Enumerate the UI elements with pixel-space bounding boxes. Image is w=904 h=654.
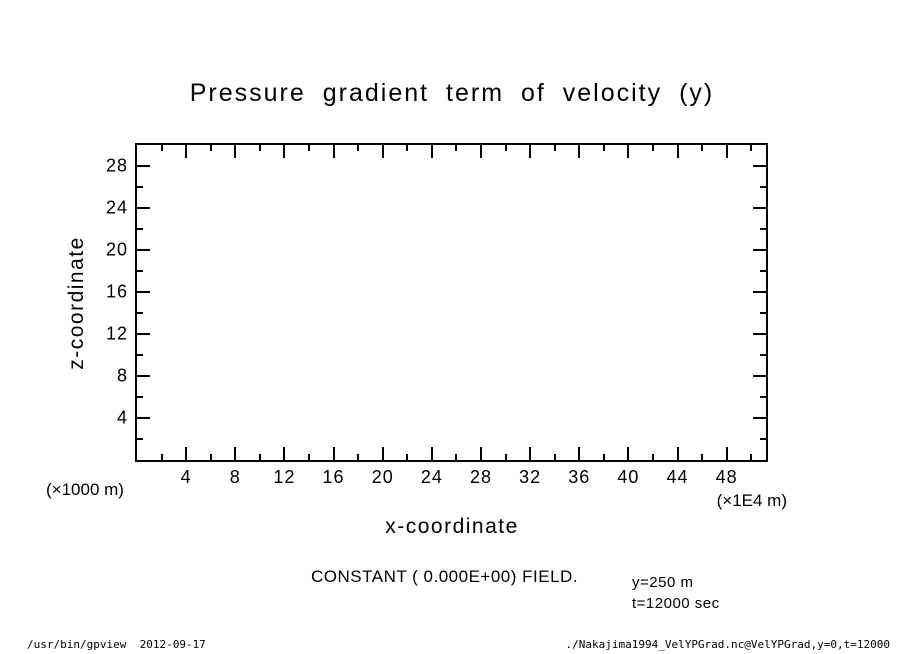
y-axis-tick: [137, 249, 150, 251]
x-axis-label: x-coordinate: [385, 515, 519, 538]
x-axis-tick: [333, 447, 335, 460]
x-axis-tick: [406, 145, 408, 151]
y-axis-tick: [760, 354, 766, 356]
x-axis-tick: [652, 454, 654, 460]
x-axis-tick: [652, 145, 654, 151]
x-axis-tick: [210, 454, 212, 460]
y-axis-tick: [137, 207, 150, 209]
x-tick-label: 40: [617, 467, 640, 487]
y-tick-label: 24: [105, 197, 128, 218]
x-axis-tick: [283, 447, 285, 460]
y-tick-label: 4: [116, 407, 128, 428]
x-axis-tick: [505, 454, 507, 460]
x-axis-tick: [185, 447, 187, 460]
x-axis-tick: [554, 454, 556, 460]
x-axis-tick: [529, 145, 531, 158]
x-axis-tick: [480, 145, 482, 158]
x-axis-unit-label: (×1E4 m): [716, 491, 787, 510]
y-axis-tick: [753, 417, 766, 419]
y-tick-label: 8: [116, 365, 128, 386]
x-axis-tick: [234, 145, 236, 158]
y-axis-tick: [137, 228, 143, 230]
x-axis-tick: [505, 145, 507, 151]
x-axis-tick: [578, 145, 580, 158]
plot-title: Pressure gradient term of velocity (y): [189, 79, 715, 107]
tick-layer: [137, 145, 766, 460]
y-axis-tick: [137, 270, 143, 272]
x-axis-tick: [357, 145, 359, 151]
y-axis-tick: [137, 354, 143, 356]
x-axis-tick: [529, 447, 531, 460]
x-tick-label: 8: [229, 467, 241, 487]
x-tick-label: 36: [568, 467, 591, 487]
x-axis-tick: [161, 145, 163, 151]
y-axis-tick: [137, 186, 143, 188]
x-axis-tick: [480, 447, 482, 460]
y-tick-label: 28: [105, 155, 128, 176]
x-tick-label: 44: [666, 467, 689, 487]
x-axis-tick: [603, 145, 605, 151]
x-axis-tick: [677, 145, 679, 158]
x-axis-tick: [726, 447, 728, 460]
footer-command-line: /usr/bin/gpview 2012-09-17: [27, 638, 206, 651]
y-tick-label: 12: [105, 323, 128, 344]
x-axis-tick: [333, 145, 335, 158]
x-axis-tick: [234, 447, 236, 460]
x-axis-tick: [382, 145, 384, 158]
y-axis-tick: [753, 375, 766, 377]
y-tick-labels: [88, 145, 128, 460]
y-axis-tick: [137, 375, 150, 377]
x-axis-tick: [357, 454, 359, 460]
plot-frame: [135, 143, 768, 462]
y-axis-tick: [753, 207, 766, 209]
x-axis-tick: [677, 447, 679, 460]
y-axis-tick: [760, 228, 766, 230]
x-axis-tick: [161, 454, 163, 460]
x-axis-tick: [406, 454, 408, 460]
x-tick-label: 16: [322, 467, 345, 487]
x-axis-tick: [627, 145, 629, 158]
y-axis-tick: [137, 333, 150, 335]
x-axis-tick: [627, 447, 629, 460]
time-annotation: t=12000 sec: [632, 595, 720, 612]
x-axis-tick: [308, 145, 310, 151]
x-tick-label: 24: [420, 467, 443, 487]
x-axis-tick: [750, 454, 752, 460]
x-axis-tick: [701, 145, 703, 151]
y-axis-tick: [760, 438, 766, 440]
x-tick-label: 12: [273, 467, 296, 487]
x-axis-tick: [431, 145, 433, 158]
x-axis-tick: [578, 447, 580, 460]
x-tick-label: 48: [715, 467, 738, 487]
x-axis-tick: [259, 145, 261, 151]
y-tick-label: 16: [105, 281, 128, 302]
x-tick-label: 4: [180, 467, 192, 487]
y-axis-unit-label: (×1000 m): [46, 480, 124, 499]
x-axis-tick: [283, 145, 285, 158]
x-axis-tick: [554, 145, 556, 151]
y-axis-tick: [760, 396, 766, 398]
y-axis-tick: [137, 165, 150, 167]
y-axis-tick: [753, 291, 766, 293]
x-axis-tick: [603, 454, 605, 460]
x-tick-label: 20: [371, 467, 394, 487]
x-axis-tick: [210, 145, 212, 151]
y-axis-tick: [753, 333, 766, 335]
footer-data-source: ./Nakajima1994_VelYPGrad.nc@VelYPGrad,y=0,t=12000: [565, 638, 890, 651]
y-slice-annotation: y=250 m: [632, 574, 694, 591]
y-tick-label: 20: [105, 239, 128, 260]
y-axis-tick: [137, 312, 143, 314]
x-axis-tick: [308, 454, 310, 460]
y-axis-tick: [137, 417, 150, 419]
x-tick-labels: [137, 467, 766, 489]
y-axis-tick: [137, 291, 150, 293]
y-axis-label: z-coordinate: [65, 236, 88, 370]
y-axis-tick: [137, 396, 143, 398]
x-axis-tick: [455, 145, 457, 151]
x-axis-tick: [455, 454, 457, 460]
y-axis-tick: [760, 270, 766, 272]
y-axis-tick: [137, 438, 143, 440]
x-tick-label: 32: [519, 467, 542, 487]
x-axis-tick: [382, 447, 384, 460]
x-axis-tick: [431, 447, 433, 460]
x-axis-tick: [750, 145, 752, 151]
x-axis-tick: [726, 145, 728, 158]
y-axis-tick: [753, 165, 766, 167]
y-axis-tick: [753, 249, 766, 251]
x-axis-tick: [701, 454, 703, 460]
x-axis-tick: [185, 145, 187, 158]
constant-field-note: CONSTANT ( 0.000E+00) FIELD.: [311, 567, 579, 586]
y-axis-tick: [760, 186, 766, 188]
x-tick-label: 28: [469, 467, 492, 487]
y-axis-tick: [760, 312, 766, 314]
x-axis-tick: [259, 454, 261, 460]
